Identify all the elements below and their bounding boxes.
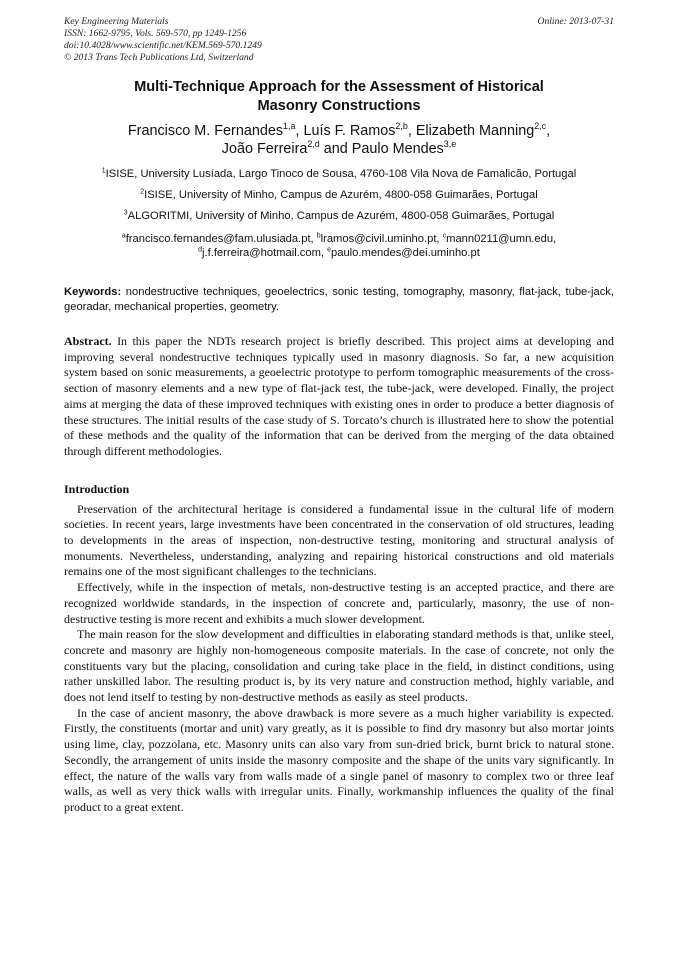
author-list [64,122,614,158]
abstract-label: Abstract. [64,334,112,348]
author-name: Luís F. Ramos [303,123,396,139]
journal-issn: ISSN: 1662-9795, Vols. 569-570, pp 1249-1256 [64,28,247,39]
paragraph: Effectively, while in the inspection of metals, non-destructive testing is an accepted practice, and there are recognized worldwide standards, in the inspection of concrete and, particularly, masonry, the use of non-destructive testing is more recent and exhibits a much slower development. [64,580,614,626]
author-sup: 2,d [307,139,320,150]
introduction-body [64,502,614,816]
email-link[interactable]: mann0211@umn.edu, [446,233,557,245]
author-name: Elizabeth Manning [415,123,535,139]
email-link[interactable]: j.f.ferreira@hotmail.com, [202,247,328,259]
email-link[interactable]: francisco.fernandes@fam.ulusiada.pt, [125,233,317,245]
email-link[interactable]: lramos@civil.uminho.pt, [320,233,443,245]
paper-page [64,16,614,816]
affiliation-2: $^2$ISISE, University of Minho, Campus de Azurém, 4800-058 Guimarães, Portugal [140,188,538,201]
author-sup: 2,b [395,121,408,132]
author-emails [64,232,614,260]
online-date: Online: 2013-07-31 [537,16,614,27]
journal-copyright: © 2013 Trans Tech Publications Ltd, Switzerland [64,52,254,63]
journal-info [64,16,262,64]
title-line-2: Masonry Constructions [257,98,421,114]
keywords-label: Keywords: [64,286,122,298]
journal-header [64,16,614,64]
section-heading-introduction: Introduction [64,481,130,496]
author-sup: 3,e [443,139,457,150]
email-link[interactable]: paulo.mendes@dei.uminho.pt [331,247,480,259]
author-sup: 2,c [534,121,547,132]
paper-title [64,78,614,116]
journal-doi[interactable]: doi:10.4028/www.scientific.net/KEM.569-570.1249 [64,40,262,51]
abstract-text: In this paper the NDTs research project is briefly described. This project aims at developing and improving several nondestructive techniques typically used in masonry diagnosis. So far, a new acquisition system based on sonic measurements, a geoelectric prototype to perform tomographic measurements of the cross-section of masonry elements and a new type of flat-jack test, the tube-jack, were developed. Finally, the project aims at merging the data of these improved techniques with existing ones in order to produce a better diagnosis of these structures. The initial results of the case study of S. Torcato’s church is illustrated here to show the potential of these methods and the quality of the information that can be derived from the merging of the data obtained through different methodologies. [64,334,614,458]
paragraph: In the case of ancient masonry, the above drawback is more severe as a much higher variability is expected. Firstly, the constituents (mortar and unit) vary greatly, as it is possible to find dry masonry but also mortar joints using lime, clay, pozzolana, etc. Masonry units can also vary from sun-dried brick, burnt brick to natural stone. Secondly, the arrangement of units inside the masonry composite and the shape of the units vary significantly. In effect, the nature of the walls vary from walls made of a single panel of masonry to complex two or three leaf walls, as well as very thick walls with irregular units. Finally, workmanship influences the quality of the final product to a great extent. [64,705,614,814]
keywords-text: nondestructive techniques, geoelectrics, sonic testing, tomography, masonry, flat-jack, tube-jack, georadar, mechanical properties, geometry. [64,286,614,313]
affiliation-3: $^3$ALGORITMI, University of Minho, Campus de Azurém, 4800-058 Guimarães, Portugal [123,209,555,222]
paragraph: The main reason for the slow development and difficulties in elaborating standard methods is that, unlike steel, concrete and masonry are highly non-homogeneous composite materials. In the case of concrete, not only the constituents vary but the placing, consolidation and curing take place in the field, in distinct conditions, using rather unskilled labor. The resulting product is, by its very nature and construction method, highly variable, and does not lend itself to testing by non-destructive methods as easily as steel products. [64,627,614,705]
affiliation-1: $^1$ISISE, University Lusíada, Largo Tinoco de Sousa, 4760-108 Vila Nova de Famalicão, Portugal [101,167,577,180]
abstract-block [64,334,614,460]
author-name: João Ferreira [221,141,308,157]
author-name: Francisco M. Fernandes [127,123,284,139]
title-line-1: Multi-Technique Approach for the Assessment of Historical [134,79,544,95]
author-name: Paulo Mendes [351,141,444,157]
email-line-1: $^a$francisco.fernandes@fam.ulusiada.pt, $^b$lramos@civil.uminho.pt, $^c$mann0211@umn.edu, [121,232,557,245]
author-line-1: Francisco M. Fernandes$^{1,a}$, Luís F. Ramos$^{2,b}$, Elizabeth Manning$^{2,c}$, [127,121,551,139]
author-line-2: João Ferreira$^{2,d}$ and Paulo Mendes$^{3,e}$ [221,139,457,157]
paragraph: Preservation of the architectural heritage is considered a fundamental issue in the cultural life of modern societies. In recent years, large investments have been concentrated in the conservation of old structures, leading to developments in the areas of inspection, non-destructive testing, monitoring and structural analysis of monuments. Nevertheless, understanding, analyzing and repairing historical constructions and old materials remains one of the most significant challenges to the technicians. [64,501,614,579]
email-line-2: $^d$j.f.ferreira@hotmail.com, $^e$paulo.mendes@dei.uminho.pt [198,246,480,259]
journal-name: Key Engineering Materials [64,16,169,27]
author-sup: 1,a [283,121,296,132]
keywords-block [64,285,614,315]
